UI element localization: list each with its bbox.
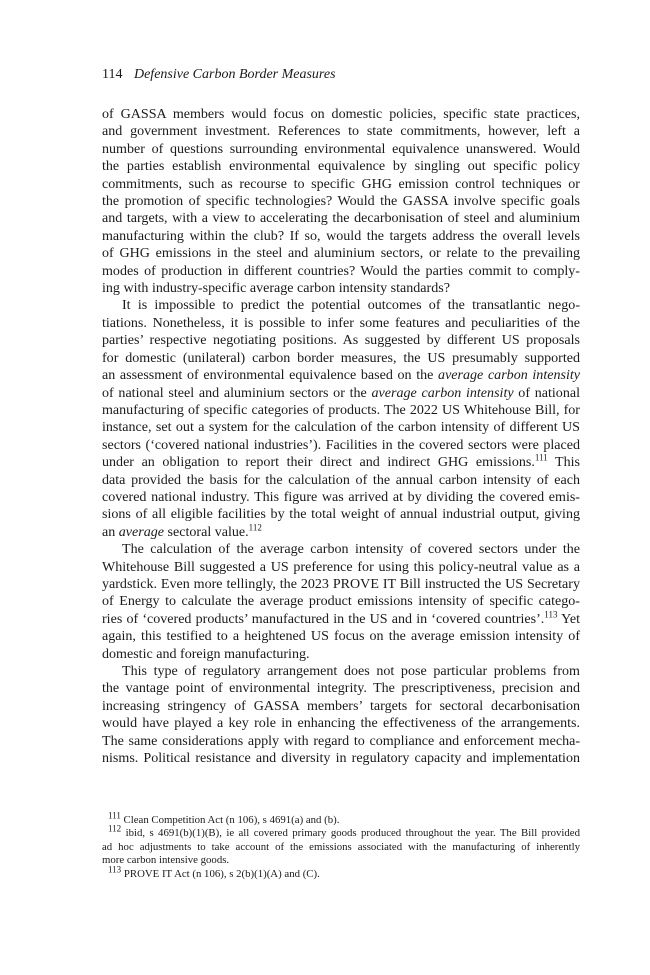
body-line-text: an (102, 523, 119, 540)
body-line (102, 593, 580, 610)
footnote-text: ibid, s 4691(b)(1)(B), ie all covered primary goods produced throughout the year. The Bill provided (121, 827, 580, 840)
body-line-text: modes of production in different countries? Would the parties commit to comply- (102, 262, 580, 279)
emphasis-text: average (118, 523, 165, 540)
body-line (102, 489, 580, 506)
body-line-text: Whitehouse Bill suggested a US preference for using this policy-neutral value as a (102, 558, 580, 575)
body-text (102, 106, 580, 767)
body-line (102, 210, 580, 227)
footnote-line (102, 864, 580, 881)
body-line (102, 663, 580, 680)
body-line-text: sectoral value. (164, 523, 249, 540)
footnote-line (102, 823, 580, 840)
body-line (102, 715, 580, 732)
body-line-text: covered national industry. This figure was arrived at by dividing the covered emis- (102, 488, 580, 505)
body-line (102, 628, 580, 645)
body-line-text: number of questions surrounding environmental equivalence unanswered. Would (102, 140, 580, 157)
body-line-text: of GASSA members would focus on domestic policies, specific state practices, (102, 106, 580, 122)
body-line (102, 263, 580, 280)
body-line (102, 280, 580, 297)
body-line-text: nisms. Political resistance and diversity in regulatory capacity and implementation (102, 750, 580, 767)
page-number: 114 (102, 67, 123, 82)
body-line (102, 541, 580, 558)
body-line (102, 245, 580, 262)
body-line-text: increasing stringency of GASSA members’ targets for sectoral decarbonisation (102, 697, 580, 714)
body-line-text: and government investment. References to state commitments, however, left a (102, 123, 580, 140)
body-line (102, 385, 580, 402)
body-line (102, 454, 580, 471)
footnote-ref: 112 (248, 522, 262, 533)
body-line (102, 559, 580, 576)
body-line-text: domestic and foreign manufacturing. (102, 645, 310, 662)
body-line (102, 315, 580, 332)
body-line (102, 123, 580, 140)
body-line-text: This type of regulatory arrangement does not pose particular problems from (122, 663, 580, 679)
body-line (102, 141, 580, 158)
body-line-text: Yet (557, 610, 580, 627)
body-line-text: The same considerations apply with regard to compliance and enforcement mecha- (102, 732, 580, 749)
body-line (102, 698, 580, 715)
running-header (102, 67, 336, 83)
footnotes (102, 810, 580, 881)
body-line (102, 646, 580, 663)
body-line-text: the parties establish environmental equivalence by singling out specific policy (102, 158, 580, 175)
footnote-text: more carbon intensive goods. (102, 854, 230, 867)
body-line (102, 367, 580, 384)
footnote-text: PROVE IT Act (n 106), s 2(b)(1)(A) and (C). (121, 867, 320, 880)
body-line (102, 402, 580, 419)
body-line-text: again, this testified to a heightened US focus on the average emission intensity of (102, 628, 580, 645)
body-line-text: an assessment of environmental equivalence based on the (102, 367, 439, 384)
footnote-line (102, 810, 580, 827)
body-line-text: of national steel and aluminium sectors or the (102, 384, 372, 401)
body-line-text: under an obligation to report their direct and indirect GHG emissions. (102, 454, 535, 471)
body-line (102, 437, 580, 454)
body-line (102, 332, 580, 349)
body-line-text: This (547, 454, 580, 471)
footnote-text: Clean Competition Act (n 106), s 4691(a) and (b). (120, 814, 340, 826)
body-line (102, 611, 580, 628)
body-line-text: tiations. Nonetheless, it is possible to infer some features and peculiarities of the (102, 314, 580, 331)
emphasis-text: average carbon intensity (438, 367, 580, 384)
body-line (102, 176, 580, 193)
body-line-text: It is impossible to predict the potential outcomes of the transatlantic nego- (122, 297, 580, 314)
footnote-ref: 113 (544, 609, 558, 620)
body-line (102, 524, 580, 541)
running-title: Defensive Carbon Border Measures (133, 67, 336, 82)
body-line (102, 576, 580, 593)
body-line-text: parties’ respective negotiating positions. As suggested by different US proposals (102, 332, 580, 349)
body-line-text: sions of all eligible facilities by the total weight of annual industrial output, giving (102, 506, 580, 523)
footnote-number: 111 (108, 810, 121, 821)
body-line-text: the promotion of specific technologies? Would the GASSA involve specific goals (102, 193, 580, 210)
emphasis-text: average carbon intensity (371, 384, 514, 401)
body-line (102, 472, 580, 489)
body-line-text: sectors (‘covered national industries’). Facilities in the covered sectors were placed (102, 436, 580, 453)
body-line-text: yardstick. Even more tellingly, the 2023 PROVE IT Bill instructed the US Secretary (102, 575, 580, 592)
body-line-text: The calculation of the average carbon intensity of covered sectors under the (122, 541, 580, 558)
body-line-text: manufacturing within the club? If so, would the targets address the overall levels (102, 227, 580, 244)
body-line-text: data provided the basis for the calculation of the annual carbon intensity of each (102, 471, 580, 488)
body-line-text: of GHG emissions in the steel and aluminium sectors, or relate to the prevailing (102, 245, 580, 262)
body-line (102, 193, 580, 210)
body-line (102, 106, 580, 123)
footnote-line (102, 841, 580, 854)
body-line-text: ries of ‘covered products’ manufactured in the US and in ‘covered countries’. (102, 610, 545, 627)
body-line-text: manufacturing of specific categories of products. The 2022 US Whitehouse Bill, for (102, 401, 580, 418)
body-line-text: the vantage point of environmental integrity. The prescriptiveness, precision and (102, 680, 580, 697)
body-line (102, 733, 580, 750)
body-line-text: instance, set out a system for the calculation of the carbon intensity of different US (102, 419, 580, 436)
footnote-number: 113 (108, 864, 122, 875)
body-line-text: of national (513, 384, 580, 401)
body-line (102, 419, 580, 436)
body-line-text: commitments, such as recourse to specific GHG emission control techniques or (102, 175, 580, 192)
footnote-line (102, 854, 580, 867)
body-line (102, 750, 580, 767)
footnote-number: 112 (108, 823, 122, 834)
body-line-text: would have played a key role in enhancing the effectiveness of the arrangements. (102, 715, 580, 732)
body-line (102, 506, 580, 523)
body-line-text: ing with industry-specific average carbon intensity standards? (102, 280, 450, 297)
body-line (102, 228, 580, 245)
body-line (102, 350, 580, 367)
body-line-text: for domestic (unilateral) carbon border measures, the US presumably supported (102, 349, 580, 366)
body-line (102, 297, 580, 314)
body-line (102, 680, 580, 697)
footnote-ref: 111 (534, 452, 548, 463)
body-line-text: and targets, with a view to accelerating the decarbonisation of steel and aluminium (102, 210, 580, 227)
footnote-text: ad hoc adjustments to take account of the emissions associated with the manufacturing of inherently (102, 840, 580, 853)
body-line-text: of Energy to calculate the average product emissions intensity of specific catego- (102, 593, 580, 610)
body-line (102, 158, 580, 175)
